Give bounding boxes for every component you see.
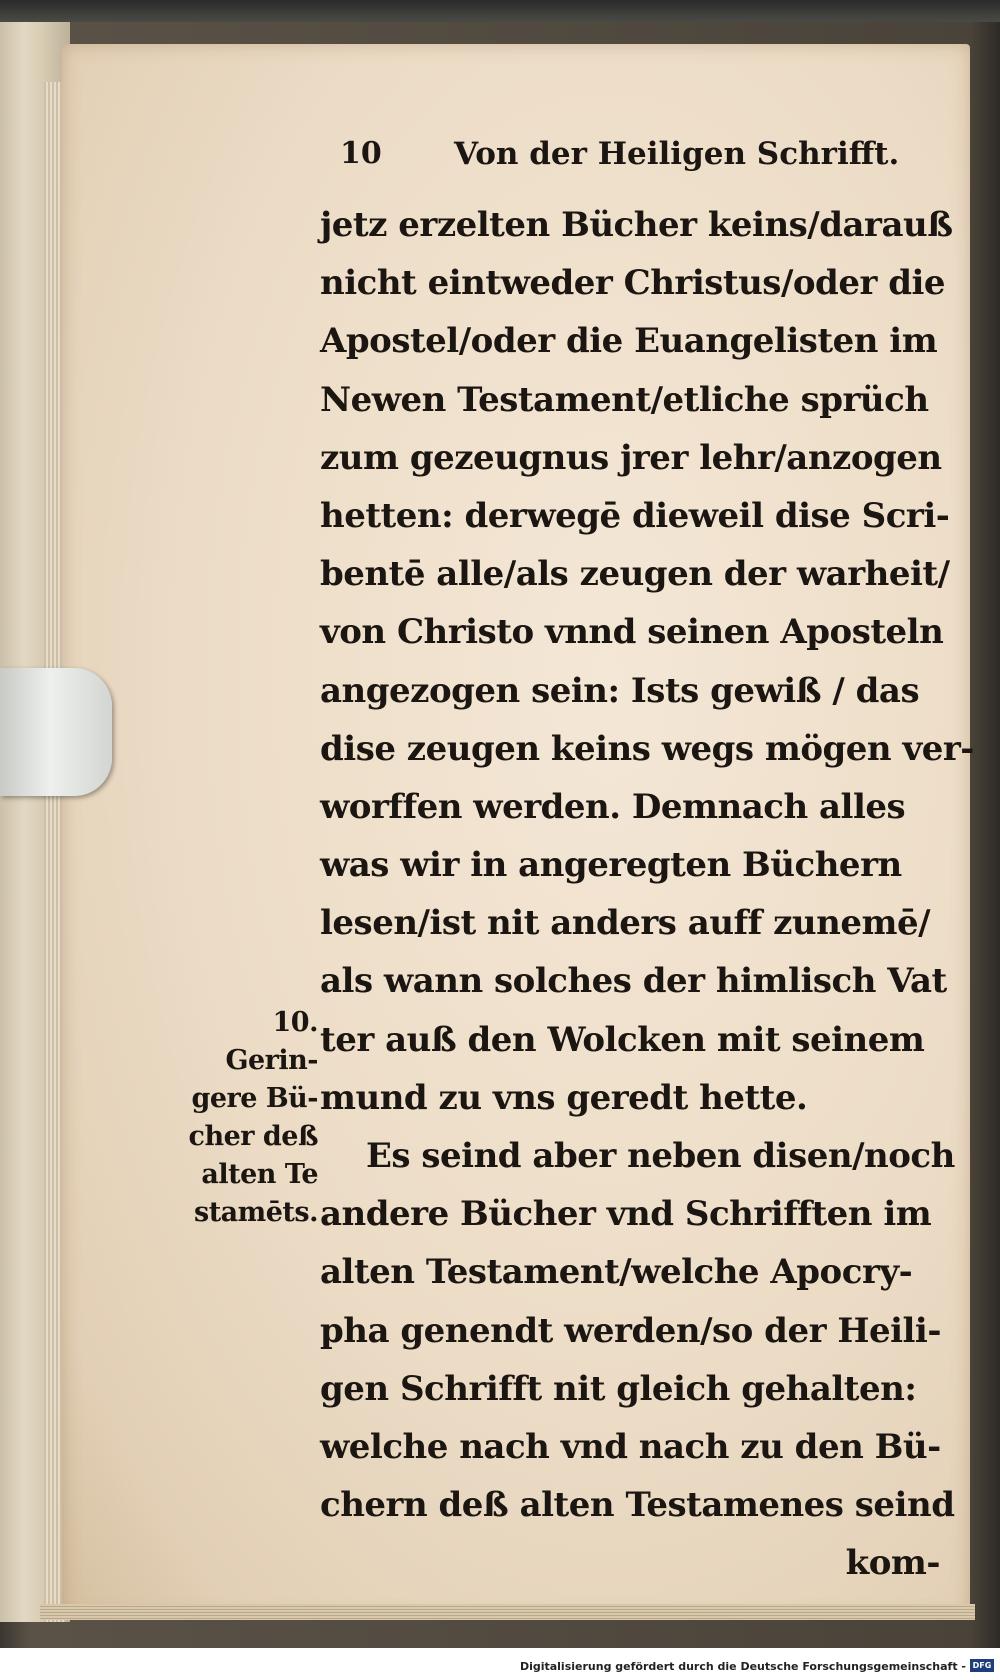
binding-strip bbox=[0, 0, 1000, 22]
running-head: Von der Heiligen Schrifft. bbox=[454, 136, 900, 172]
text-line: andere Bücher vnd Schrifften im bbox=[320, 1194, 932, 1235]
page-number: 10 bbox=[340, 136, 382, 171]
dfg-logo: DFG bbox=[970, 1659, 994, 1672]
text-line: jetz erzelten Bücher keins/darauß bbox=[320, 205, 953, 245]
book-edge bbox=[0, 22, 70, 1622]
text-line: welche nach vnd nach zu den Bü- bbox=[320, 1426, 941, 1467]
text-line: dise zeugen keins wegs mögen ver- bbox=[320, 728, 974, 769]
margin-note-line: gere Bü- bbox=[191, 1083, 318, 1114]
text-line: Apostel/oder die Euangelisten im bbox=[320, 321, 938, 362]
catchword: kom- bbox=[845, 1543, 940, 1584]
footer-credit: Digitalisierung gefördert durch die Deutsche Forschungsgemeinschaft - bbox=[519, 1660, 966, 1673]
text-line: alten Testament/welche Apocry- bbox=[320, 1252, 913, 1293]
text-line: angezogen sein: Ists gewiß / das bbox=[320, 670, 920, 711]
text-line: nicht eintweder Christus/oder die bbox=[320, 263, 946, 304]
margin-note-line: cher deß bbox=[188, 1121, 318, 1152]
margin-note bbox=[168, 1004, 318, 1232]
text-line: Newen Testament/etliche sprüch bbox=[320, 379, 929, 420]
text-line: Es seind aber neben disen/noch bbox=[366, 1136, 955, 1176]
text-line: hetten: derwegē dieweil dise Scri- bbox=[320, 495, 950, 536]
text-line: chern deß alten Testamenes seind bbox=[320, 1485, 955, 1526]
text-line: worffen werden. Demnach alles bbox=[320, 786, 906, 827]
margin-note-line: Gerin- bbox=[225, 1045, 318, 1076]
text-line: was wir in angeregten Büchern bbox=[320, 845, 902, 886]
text-line: bentē alle/als zeugen der warheit/ bbox=[320, 554, 950, 595]
text-line: als wann solches der himlisch Vat bbox=[320, 961, 947, 1002]
page-clip bbox=[0, 668, 112, 796]
text-line: pha genendt werden/so der Heili- bbox=[320, 1310, 941, 1351]
margin-note-line: alten Te bbox=[201, 1159, 318, 1190]
margin-note-line: 10. bbox=[272, 1007, 318, 1038]
text-line: lesen/ist nit anders auff zunemē/ bbox=[320, 903, 931, 944]
text-line: zum gezeugnus jrer lehr/anzogen bbox=[320, 437, 942, 478]
body-text bbox=[320, 196, 974, 1593]
margin-note-line: stamēts. bbox=[194, 1197, 318, 1228]
text-line: mund zu vns geredt hette. bbox=[320, 1077, 808, 1118]
page-bottom-edge bbox=[40, 1604, 975, 1620]
text-line: gen Schrifft nit gleich gehalten: bbox=[320, 1368, 917, 1409]
text-line: ter auß den Wolcken mit seinem bbox=[320, 1019, 925, 1060]
text-line: von Christo vnnd seinen Aposteln bbox=[320, 612, 944, 653]
